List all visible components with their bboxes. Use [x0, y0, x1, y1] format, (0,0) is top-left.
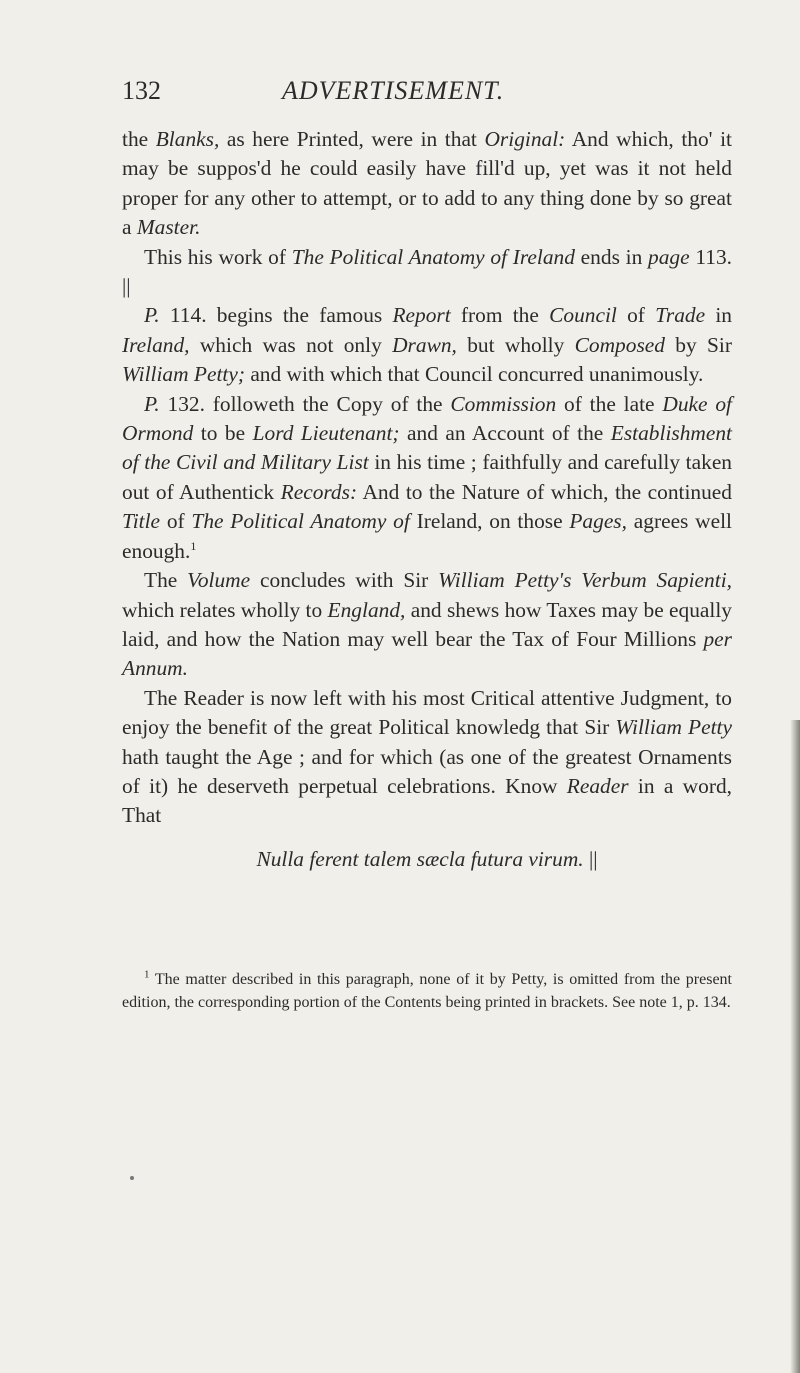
text-run: and shews how Taxes may be equally laid, and how the Nation may well bear the Tax of Four Millions	[122, 597, 733, 651]
text-run: which relates wholly to	[122, 597, 328, 622]
text-run: of	[616, 303, 656, 328]
footnote-paragraph	[122, 968, 732, 1014]
italic-run: The Political Anatomy of	[191, 509, 410, 534]
italic-run: Records:	[280, 479, 358, 504]
text-run: ||	[583, 846, 598, 871]
page-number: 132	[122, 76, 161, 105]
italic-run: Master.	[136, 215, 201, 240]
italic-run: Volume	[187, 568, 251, 593]
italic-run: Trade	[655, 303, 706, 328]
footnote-mark: 1	[144, 968, 150, 981]
text-run: in	[705, 303, 732, 328]
italic-run: Duke of Ormond	[122, 391, 732, 446]
italic-run: Council	[549, 303, 617, 328]
italic-run: Pages,	[569, 509, 627, 534]
text-run: 132. followeth the Copy of the	[159, 391, 451, 416]
text-run: to be	[193, 421, 253, 446]
italic-run: Original:	[484, 127, 566, 151]
italic-run: England,	[327, 597, 406, 622]
italic-run: Reader	[566, 773, 629, 798]
footnote-reference: 1	[190, 538, 197, 553]
italic-run: Ireland,	[122, 332, 190, 357]
ink-speck	[130, 1176, 134, 1180]
text-run: The Reader is now left with his most Critical attentive Judgment, to enjoy the benefit of the great Political knowledg that Sir	[122, 685, 732, 740]
italic-run: The Political Anatomy of Ireland	[291, 244, 575, 269]
paragraph-1	[122, 125, 732, 243]
paragraph-2	[122, 243, 732, 302]
text-run: concludes with Sir	[250, 568, 439, 593]
italic-run: Blanks,	[155, 127, 220, 151]
italic-run: Title	[122, 509, 161, 534]
latin-motto	[122, 845, 732, 874]
page-header	[122, 76, 732, 106]
text-run: and an Account of the	[399, 421, 611, 446]
footnote-text: The matter described in this paragraph, none of it by Petty, is omitted from the present edition, the corresponding portion of the Contents being printed in brackets. See note 1, p. 134.	[122, 971, 732, 1011]
page-edge-shadow	[790, 720, 800, 1373]
text-run: 114. begins the famous	[159, 303, 393, 328]
italic-run: page	[648, 244, 690, 269]
italic-run: per Annum.	[122, 626, 732, 681]
italic-run: Establishment of the Civil and Military List	[122, 421, 732, 475]
running-head: ADVERTISEMENT.	[282, 76, 505, 105]
italic-run: William Petty;	[122, 362, 245, 387]
text-run: in his time ; faithfully and carefully taken out of Authentick	[122, 450, 733, 504]
italic-run: Composed	[574, 332, 665, 357]
text-run: the	[122, 127, 156, 151]
text-run: The	[144, 568, 188, 593]
text-run: which was not only	[189, 332, 393, 357]
text-run: of the late	[556, 391, 663, 416]
text-run: And to the Nature of which, the continued	[357, 479, 732, 504]
text-run: Ireland, on those	[409, 509, 570, 534]
italic-run: Report	[392, 303, 451, 328]
italic-run: Nulla ferent talem sæcla futura virum.	[256, 846, 584, 871]
body-text	[122, 125, 732, 874]
text-run: ends in	[574, 244, 649, 269]
text-run: and with which that Council concurred unanimously.	[244, 362, 704, 387]
text-run: hath taught the Age ; and for which (as one of the greatest Ornaments of it) he deserveth perpetual celebrations. Know	[122, 744, 732, 798]
paragraph-6	[122, 684, 732, 831]
italic-run: Drawn,	[392, 332, 457, 357]
text-run: by Sir	[664, 332, 732, 357]
italic-run: P.	[144, 303, 160, 328]
italic-run: P.	[144, 391, 160, 416]
paragraph-5	[122, 566, 732, 684]
text-run: as here Printed, were in that	[219, 127, 485, 151]
text-run: This his work of	[144, 244, 292, 269]
text-run: of	[160, 509, 192, 534]
italic-run: William Petty	[615, 715, 732, 740]
italic-run: William Petty's Verbum Sapienti,	[438, 568, 732, 593]
paragraph-3	[122, 301, 732, 389]
text-run: but wholly	[456, 332, 575, 357]
text-run: And which, tho' it may be suppos'd he could easily have fill'd up, yet was it not held proper for any other to attempt, or to add to any thing done by so great a	[122, 127, 733, 240]
footnote	[122, 968, 732, 1014]
text-run: in a word, That	[122, 773, 732, 828]
text-run: 113. ||	[122, 244, 732, 299]
italic-run: Commission	[450, 391, 557, 416]
paragraph-4	[122, 390, 732, 566]
text-run: agrees well enough.	[122, 509, 732, 563]
text-run: from the	[450, 303, 550, 328]
italic-run: Lord Lieutenant;	[252, 421, 400, 446]
